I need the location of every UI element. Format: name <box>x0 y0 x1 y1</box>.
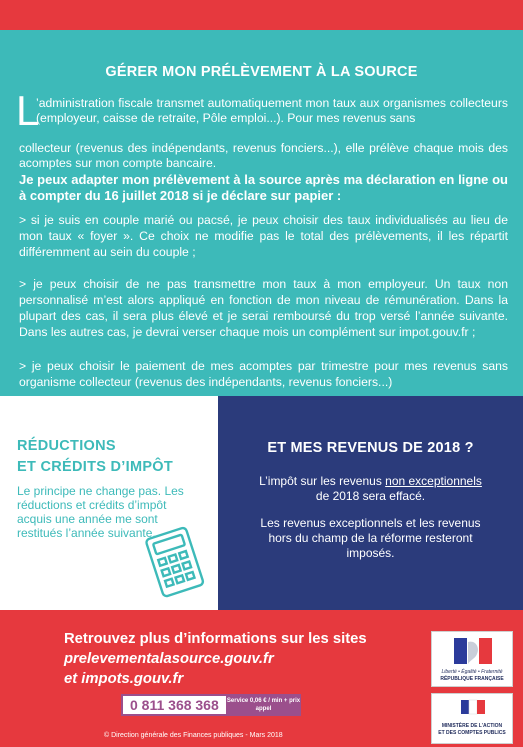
p1-underlined: non exceptionnels <box>385 474 482 488</box>
motto: Liberté • Égalité • Fraternité <box>441 669 503 675</box>
ministry-line1: MINISTÈRE DE L’ACTION <box>441 723 503 729</box>
phone-box <box>121 694 301 716</box>
income-2018-paragraph-2: Les revenus exceptionnels et les revenus hors du champ de la réforme resteront imposés. <box>260 516 481 560</box>
bullet-couple-rate: > si je suis en couple marié ou pacsé, je peux choisir des taux individualisés au lieu de mon taux « foyer ». Ce choix ne modifie pas le total des prélèvements, il les répartit différemment au sein du couple ; <box>19 213 508 259</box>
phone-price-tag: Service 0,06 € / min + prix appel <box>226 698 301 712</box>
ministry-line2: ET DES COMPTES PUBLICS <box>438 730 506 736</box>
republique-name: RÉPUBLIQUE FRANÇAISE <box>440 676 504 682</box>
tax-credits-panel <box>0 396 218 610</box>
adapt-paragraph: Je peux adapter mon prélèvement à la source après ma déclaration en ligne ou à compter du 16 juillet 2018 si je déclare sur papier : <box>19 172 508 203</box>
marianne-icon <box>432 634 514 668</box>
tax-credits-text: Le principe ne change pas. Les réductions et crédits d’impôt acquis une année me sont restitués l’année suivante. <box>17 484 184 540</box>
website-link-prelevement[interactable]: prelevementalasource.gouv.fr <box>64 651 274 667</box>
copyright: © Direction générale des Finances publiques - Mars 2018 <box>104 732 283 739</box>
drop-cap: L <box>16 87 40 134</box>
calculator-icon <box>140 526 210 600</box>
top-red-strip <box>0 0 523 30</box>
tax-credits-title <box>17 436 173 478</box>
section-title: GÉRER MON PRÉLÈVEMENT À LA SOURCE <box>105 64 418 80</box>
withholding-section <box>0 30 523 396</box>
income-2018-title: ET MES REVENUS DE 2018 ? <box>267 440 474 456</box>
tax-credits-title-line2: ET CRÉDITS D’IMPÔT <box>17 459 174 475</box>
republique-francaise-logo <box>431 631 513 687</box>
website-link-impots[interactable]: et impots.gouv.fr <box>64 671 184 687</box>
ministry-logo <box>431 693 513 744</box>
p1-start: L’impôt sur les revenus <box>259 474 386 488</box>
tax-credits-title-line1: RÉDUCTIONS <box>17 438 116 454</box>
footer <box>0 610 523 747</box>
phone-number: 0 811 368 368 <box>130 697 219 713</box>
footer-info-line: Retrouvez plus d’informations sur les sites <box>64 631 367 647</box>
income-2018-paragraph-1 <box>218 474 523 504</box>
income-2018-panel <box>218 396 523 610</box>
bullet-employer-rate: > je peux choisir de ne pas transmettre mon taux à mon employeur. Un taux non personnalisé m’est alors appliqué en fonction de mon niveau de rémunération. Dans la plupart des cas, il sera plus élevé et je serai remboursé du trop versé l’année suivante. Dans les autres cas, je devrai verser chaque mois un complément sur impot.gouv.fr ; <box>19 277 508 339</box>
bullet-quarterly-payment: > je peux choisir le paiement de mes acomptes par trimestre pour mes revenus sans organisme collecteur (revenus des indépendants, revenus fonciers...) <box>19 359 508 389</box>
intro-paragraph-end: collecteur (revenus des indépendants, revenus fonciers...), elle prélève chaque mois des acomptes sur mon compte bancaire. <box>19 141 508 170</box>
p1-end: de 2018 sera effacé. <box>315 489 426 503</box>
ministry-emblem-icon <box>432 697 514 717</box>
intro-paragraph-start: ’administration fiscale transmet automatiquement mon taux aux organismes collecteurs (employeur, caisse de retraite, Pôle emploi...). Pour mes revenus sans <box>36 96 508 125</box>
